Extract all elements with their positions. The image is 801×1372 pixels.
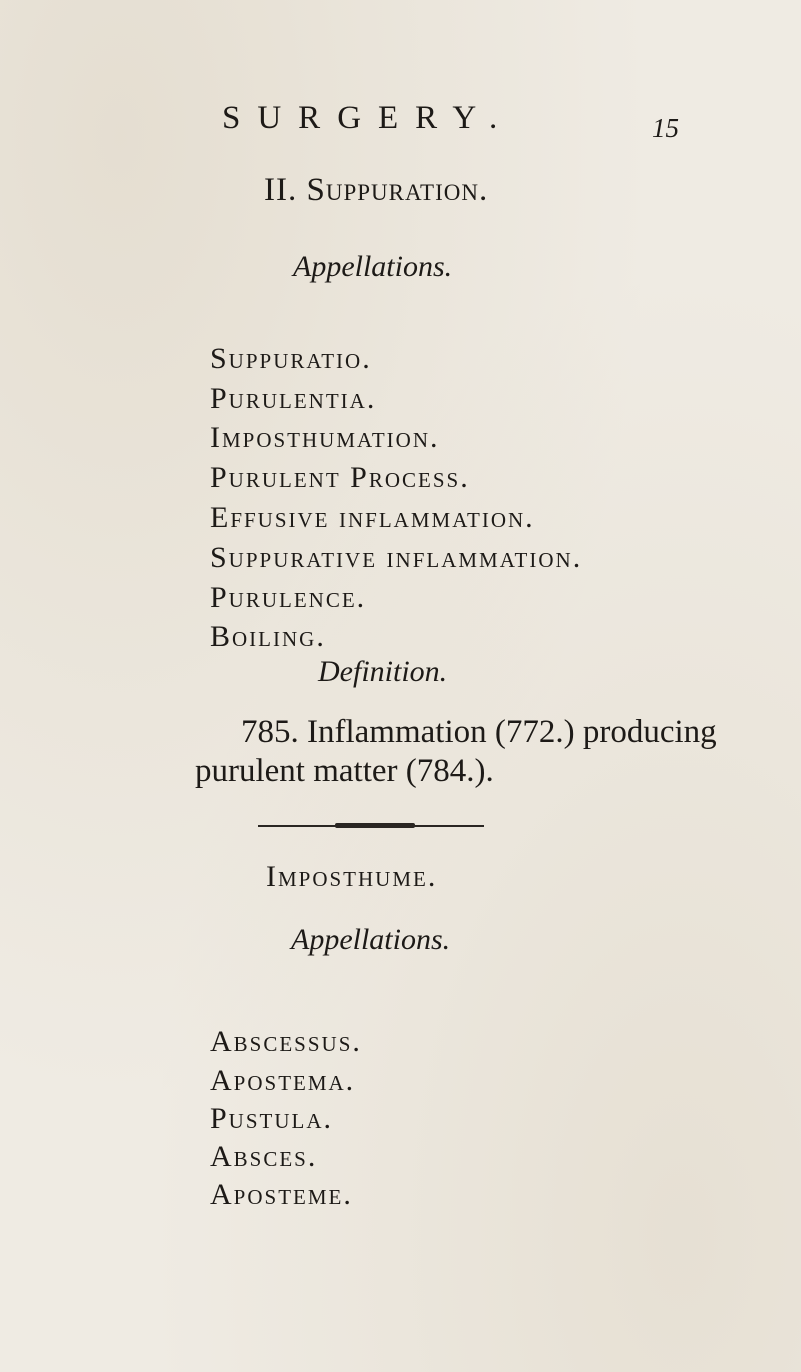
definition-heading: Definition. xyxy=(318,655,448,688)
page-number: 15 xyxy=(652,113,679,143)
definition-line: purulent matter (784.). xyxy=(195,753,494,789)
appellation-item: Purulence. xyxy=(210,581,367,614)
appellation-item: Boiling. xyxy=(210,620,326,653)
entry-appellation-item: Aposteme. xyxy=(210,1178,353,1211)
entry-appellation-item: Absces. xyxy=(210,1140,318,1173)
appellations-heading: Appellations. xyxy=(293,250,453,283)
appellation-item: Effusive inflammation. xyxy=(210,501,535,534)
entry-appellation-item: Abscessus. xyxy=(210,1025,362,1058)
entry-appellation-item: Apostema. xyxy=(210,1064,356,1097)
appellation-item: Suppuratio. xyxy=(210,342,372,375)
entry-appellations-heading: Appellations. xyxy=(291,923,451,956)
section-title: II. Suppuration. xyxy=(264,172,489,208)
appellation-item: Purulent Process. xyxy=(210,461,470,494)
definition-line: 785. Inflammation (772.) producing xyxy=(241,714,717,750)
running-head: SURGERY. xyxy=(222,100,515,136)
appellation-item: Imposthumation. xyxy=(210,421,440,454)
entry-title: Imposthume. xyxy=(266,860,438,893)
section-divider-ornament xyxy=(335,823,415,828)
appellation-item: Suppurative inflammation. xyxy=(210,541,583,574)
appellation-item: Purulentia. xyxy=(210,382,377,415)
entry-appellation-item: Pustula. xyxy=(210,1102,334,1135)
